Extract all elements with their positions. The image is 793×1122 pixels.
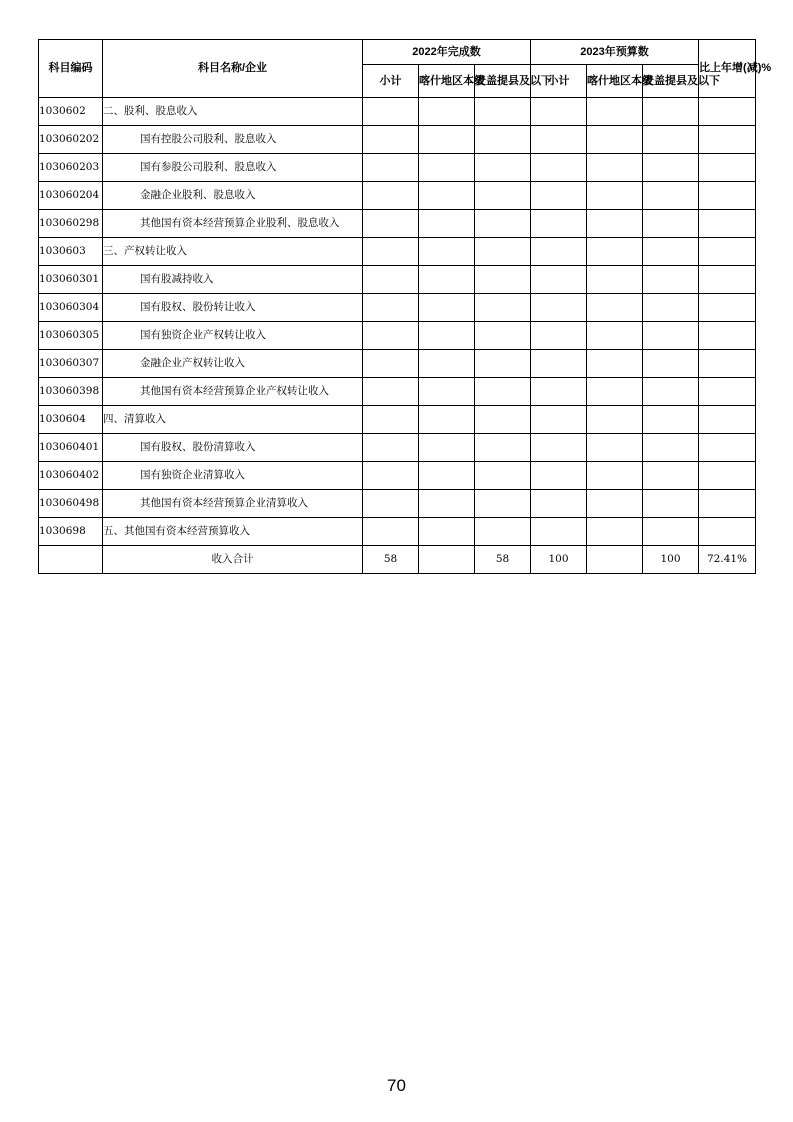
header-2022-subtotal: 小计: [363, 65, 419, 98]
row-change: [699, 462, 756, 490]
row-2023-subtotal: [531, 322, 587, 350]
row-name: 国有参股公司股利、股息收入: [103, 154, 363, 182]
row-2023-maigaiti: [643, 490, 699, 518]
header-row-1: [39, 40, 756, 65]
table-row: [39, 210, 756, 238]
row-name: 三、产权转让收入: [103, 238, 363, 266]
row-2022-kashi: [419, 98, 475, 126]
table-body: [39, 98, 756, 546]
row-2023-maigaiti: [643, 238, 699, 266]
row-2023-maigaiti: [643, 154, 699, 182]
row-2022-kashi: [419, 182, 475, 210]
row-name: 五、其他国有资本经营预算收入: [103, 518, 363, 546]
header-name: 科目名称/企业: [103, 40, 363, 98]
row-2023-maigaiti: [643, 322, 699, 350]
table-row: [39, 406, 756, 434]
row-2022-maigaiti: [475, 238, 531, 266]
table-row: [39, 182, 756, 210]
row-2023-subtotal: [531, 154, 587, 182]
header-code: 科目编码: [39, 40, 103, 98]
row-change: [699, 350, 756, 378]
row-2022-maigaiti: [475, 406, 531, 434]
row-2023-kashi: [587, 350, 643, 378]
table-row: [39, 238, 756, 266]
row-2022-subtotal: [363, 126, 419, 154]
row-name: 国有独资企业清算收入: [103, 462, 363, 490]
row-2022-kashi: [419, 518, 475, 546]
row-name: 国有独资企业产权转让收入: [103, 322, 363, 350]
row-change: [699, 126, 756, 154]
row-2022-subtotal: [363, 434, 419, 462]
total-2023-kashi: [587, 546, 643, 574]
row-2023-subtotal: [531, 434, 587, 462]
row-2023-kashi: [587, 182, 643, 210]
row-change: [699, 154, 756, 182]
row-2023-maigaiti: [643, 378, 699, 406]
row-2023-subtotal: [531, 490, 587, 518]
table-row: [39, 322, 756, 350]
table-row: [39, 518, 756, 546]
total-2022-subtotal: 58: [363, 546, 419, 574]
row-change: [699, 182, 756, 210]
row-2023-kashi: [587, 126, 643, 154]
row-2023-maigaiti: [643, 182, 699, 210]
row-change: [699, 98, 756, 126]
row-code: 103060498: [39, 490, 103, 518]
row-2022-maigaiti: [475, 182, 531, 210]
total-row: [39, 546, 756, 574]
row-change: [699, 266, 756, 294]
row-2023-kashi: [587, 406, 643, 434]
row-2023-kashi: [587, 154, 643, 182]
row-2023-subtotal: [531, 98, 587, 126]
row-2022-subtotal: [363, 350, 419, 378]
row-code: 1030603: [39, 238, 103, 266]
row-2022-subtotal: [363, 490, 419, 518]
row-2022-kashi: [419, 322, 475, 350]
header-2022-maigaiti: 麦盖提县及以下: [475, 65, 531, 98]
row-2022-maigaiti: [475, 434, 531, 462]
row-2023-kashi: [587, 490, 643, 518]
header-2023-kashi: 喀什地区本级: [587, 65, 643, 98]
row-2022-kashi: [419, 266, 475, 294]
row-2022-subtotal: [363, 238, 419, 266]
row-2022-maigaiti: [475, 266, 531, 294]
total-change: 72.41%: [699, 546, 756, 574]
row-2022-maigaiti: [475, 154, 531, 182]
row-code: 103060301: [39, 266, 103, 294]
row-2023-maigaiti: [643, 434, 699, 462]
row-2022-subtotal: [363, 266, 419, 294]
row-2022-kashi: [419, 210, 475, 238]
header-2023-maigaiti: 麦盖提县及以下: [643, 65, 699, 98]
row-2023-maigaiti: [643, 350, 699, 378]
row-change: [699, 434, 756, 462]
row-2023-kashi: [587, 210, 643, 238]
row-name: 国有股权、股份清算收入: [103, 434, 363, 462]
table-row: [39, 350, 756, 378]
row-code: 103060204: [39, 182, 103, 210]
row-2023-subtotal: [531, 406, 587, 434]
row-2022-maigaiti: [475, 350, 531, 378]
row-code: 1030604: [39, 406, 103, 434]
row-2022-maigaiti: [475, 322, 531, 350]
table-row: [39, 266, 756, 294]
header-change: 比上年增(减)%: [699, 40, 756, 98]
header-group-2022: 2022年完成数: [363, 40, 531, 65]
row-2023-kashi: [587, 266, 643, 294]
row-code: 103060304: [39, 294, 103, 322]
row-code: 103060203: [39, 154, 103, 182]
row-2023-subtotal: [531, 378, 587, 406]
row-code: 103060305: [39, 322, 103, 350]
row-2023-kashi: [587, 238, 643, 266]
row-2022-kashi: [419, 238, 475, 266]
row-2022-kashi: [419, 434, 475, 462]
row-2022-subtotal: [363, 406, 419, 434]
row-2023-subtotal: [531, 350, 587, 378]
total-2023-maigaiti: 100: [643, 546, 699, 574]
row-name: 国有股减持收入: [103, 266, 363, 294]
row-2022-kashi: [419, 294, 475, 322]
row-change: [699, 490, 756, 518]
row-2022-maigaiti: [475, 210, 531, 238]
row-2023-maigaiti: [643, 126, 699, 154]
row-2022-maigaiti: [475, 294, 531, 322]
row-change: [699, 378, 756, 406]
row-2022-subtotal: [363, 518, 419, 546]
row-2022-kashi: [419, 154, 475, 182]
row-2023-maigaiti: [643, 266, 699, 294]
row-2023-maigaiti: [643, 406, 699, 434]
row-2022-kashi: [419, 406, 475, 434]
row-code: 103060402: [39, 462, 103, 490]
row-2022-subtotal: [363, 182, 419, 210]
row-2022-subtotal: [363, 322, 419, 350]
row-code: 1030602: [39, 98, 103, 126]
row-2023-kashi: [587, 378, 643, 406]
row-2022-kashi: [419, 126, 475, 154]
row-2022-subtotal: [363, 462, 419, 490]
row-2023-maigaiti: [643, 294, 699, 322]
row-2023-maigaiti: [643, 210, 699, 238]
row-2022-maigaiti: [475, 518, 531, 546]
row-change: [699, 238, 756, 266]
row-code: 1030698: [39, 518, 103, 546]
total-2022-kashi: [419, 546, 475, 574]
row-2022-subtotal: [363, 210, 419, 238]
row-2023-kashi: [587, 98, 643, 126]
table-row: [39, 462, 756, 490]
row-2022-kashi: [419, 490, 475, 518]
header-2023-subtotal: 小计: [531, 65, 587, 98]
row-name: 国有控股公司股利、股息收入: [103, 126, 363, 154]
row-2023-maigaiti: [643, 518, 699, 546]
page-number: 70: [387, 1076, 406, 1095]
row-2023-subtotal: [531, 210, 587, 238]
row-2023-kashi: [587, 518, 643, 546]
row-code: 103060398: [39, 378, 103, 406]
row-code: 103060202: [39, 126, 103, 154]
row-2022-maigaiti: [475, 98, 531, 126]
row-change: [699, 406, 756, 434]
row-change: [699, 322, 756, 350]
row-2022-kashi: [419, 350, 475, 378]
row-2022-maigaiti: [475, 126, 531, 154]
table-row: [39, 154, 756, 182]
row-name: 其他国有资本经营预算企业清算收入: [103, 490, 363, 518]
header-group-2023: 2023年预算数: [531, 40, 699, 65]
row-2022-maigaiti: [475, 462, 531, 490]
row-2022-maigaiti: [475, 378, 531, 406]
table-row: [39, 98, 756, 126]
row-2023-subtotal: [531, 518, 587, 546]
row-2023-kashi: [587, 322, 643, 350]
row-change: [699, 294, 756, 322]
total-code-cell: [39, 546, 103, 574]
row-2022-kashi: [419, 462, 475, 490]
table-row: [39, 490, 756, 518]
row-name: 国有股权、股份转让收入: [103, 294, 363, 322]
row-name: 金融企业产权转让收入: [103, 350, 363, 378]
row-2023-subtotal: [531, 462, 587, 490]
row-2023-subtotal: [531, 238, 587, 266]
row-2023-maigaiti: [643, 462, 699, 490]
row-2022-kashi: [419, 378, 475, 406]
row-change: [699, 518, 756, 546]
table-row: [39, 126, 756, 154]
row-name: 金融企业股利、股息收入: [103, 182, 363, 210]
total-2023-subtotal: 100: [531, 546, 587, 574]
row-2022-subtotal: [363, 294, 419, 322]
table-row: [39, 294, 756, 322]
total-label: 收入合计: [103, 546, 363, 574]
row-2023-subtotal: [531, 266, 587, 294]
row-name: 其他国有资本经营预算企业股利、股息收入: [103, 210, 363, 238]
table-row: [39, 434, 756, 462]
header-2022-kashi: 喀什地区本级: [419, 65, 475, 98]
row-2022-subtotal: [363, 154, 419, 182]
row-2022-subtotal: [363, 98, 419, 126]
row-change: [699, 210, 756, 238]
row-2023-kashi: [587, 294, 643, 322]
row-2023-kashi: [587, 434, 643, 462]
row-name: 二、股利、股息收入: [103, 98, 363, 126]
row-code: 103060298: [39, 210, 103, 238]
row-name: 其他国有资本经营预算企业产权转让收入: [103, 378, 363, 406]
table-row: [39, 378, 756, 406]
row-2022-maigaiti: [475, 490, 531, 518]
row-code: 103060307: [39, 350, 103, 378]
row-2022-subtotal: [363, 378, 419, 406]
row-code: 103060401: [39, 434, 103, 462]
total-2022-maigaiti: 58: [475, 546, 531, 574]
revenue-budget-table: [38, 39, 772, 574]
row-name: 四、清算收入: [103, 406, 363, 434]
row-2023-subtotal: [531, 182, 587, 210]
row-2023-kashi: [587, 462, 643, 490]
row-2023-subtotal: [531, 294, 587, 322]
row-2023-maigaiti: [643, 98, 699, 126]
row-2023-subtotal: [531, 126, 587, 154]
